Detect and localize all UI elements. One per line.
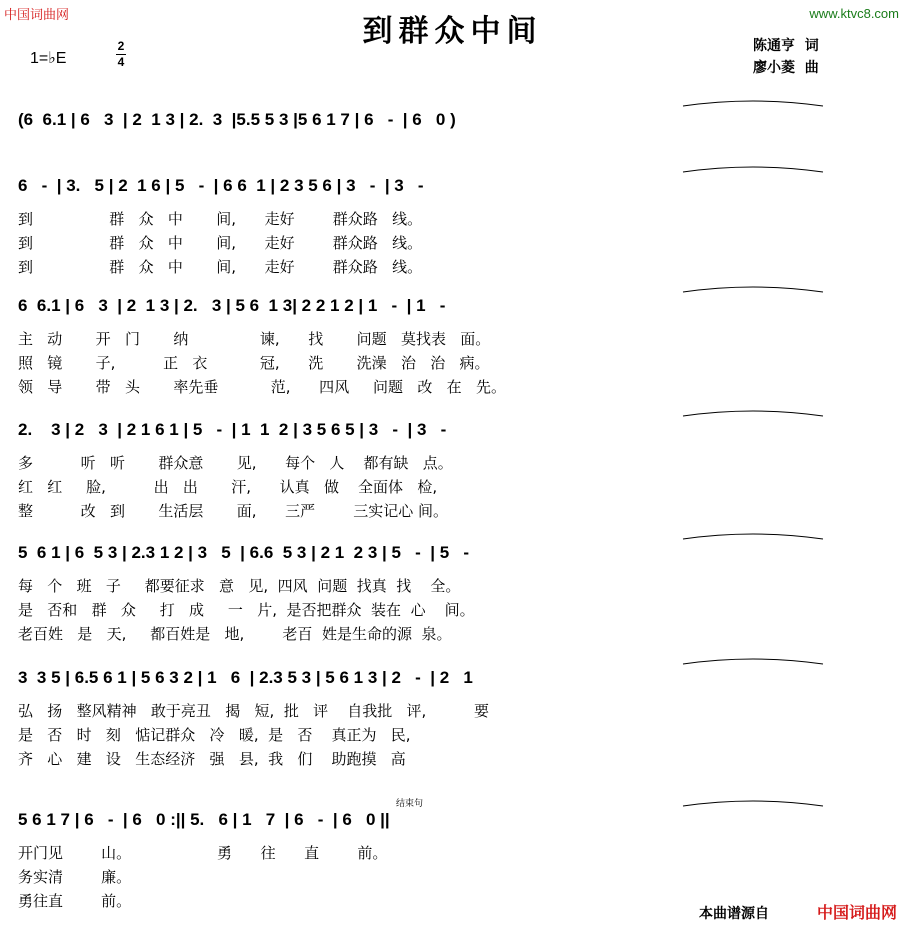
watermark-right: www.ktvc8.com bbox=[809, 6, 899, 21]
slur-layer bbox=[18, 668, 883, 698]
time-bottom: 4 bbox=[117, 55, 125, 69]
tie-arc bbox=[683, 287, 823, 292]
lyric-verse-1: 弘 扬 整风精神 敢于亮丑 揭 短, 批 评 自我批 评, 要 bbox=[18, 702, 489, 720]
lyric-verse-3: 老百姓 是 天, 都百姓是 地, 老百 姓是生命的源 泉。 bbox=[18, 625, 452, 643]
lyric-verse-1: 每 个 班 子 都要征求 意 见, 四风 问题 找真 找 全。 bbox=[18, 577, 461, 595]
tie-arc bbox=[683, 167, 823, 172]
key-signature: 1=♭E bbox=[30, 50, 67, 67]
lyric-verse-1: 开门见 山。 勇 往 直 前。 bbox=[18, 844, 388, 862]
watermark-left: 中国词曲网 bbox=[4, 8, 70, 23]
notes-line: 5 6 1 7 | 6 - | 6 0 :|| 5. 6 | 1 7 | 6 - | 6 0 || bbox=[18, 810, 390, 829]
slur-layer bbox=[18, 543, 883, 573]
tie-arc bbox=[683, 801, 823, 806]
tie-arc bbox=[683, 659, 823, 664]
lyric-verse-3: 勇往直 前。 bbox=[18, 892, 132, 910]
lyric-verse-2: 红 红 脸, 出 出 汗, 认真 做 全面体 检, bbox=[18, 478, 438, 496]
notes-line: 6 6.1 | 6 3 | 2 1 3 | 2. 3 | 5 6 1 3| 2 2 1 2 | 1 - | 1 - bbox=[18, 296, 446, 315]
source-site: 中国词曲网 bbox=[816, 903, 897, 922]
slur-layer bbox=[18, 176, 883, 206]
composer: 廖小菱 曲 bbox=[753, 60, 819, 76]
lyric-verse-1: 到 群 众 中 间, 走好 群众路 线。 bbox=[18, 210, 423, 228]
source-label: 本曲谱源自 bbox=[699, 906, 769, 922]
lyric-verse-2: 务实清 廉。 bbox=[18, 868, 132, 886]
time-signature bbox=[116, 40, 126, 69]
slur-layer bbox=[18, 296, 883, 326]
notes-line: (6 6.1 | 6 3 | 2 1 3 | 2. 3 |5.5 5 3 |5 6 1 7 | 6 - | 6 0 ) bbox=[18, 110, 456, 129]
lyric-verse-3: 齐 心 建 设 生态经济 强 县, 我 们 助跑摸 高 bbox=[18, 750, 406, 768]
notes-line: 2. 3 | 2 3 | 2 1 6 1 | 5 - | 1 1 2 | 3 5 6 5 | 3 - | 3 - bbox=[18, 420, 447, 439]
lyric-verse-3: 到 群 众 中 间, 走好 群众路 线。 bbox=[18, 258, 423, 276]
lyric-verse-3: 整 改 到 生活层 面, 三严 三实记心 间。 bbox=[18, 502, 449, 520]
credits bbox=[753, 35, 819, 79]
ending-label: 结束句 bbox=[396, 799, 424, 809]
tie-arc bbox=[683, 411, 823, 416]
notes-line: 5 6 1 | 6 5 3 | 2.3 1 2 | 3 5 | 6.6 5 3 | 2 1 2 3 | 5 - | 5 - bbox=[18, 543, 469, 562]
notes-line: 6 - | 3. 5 | 2 1 6 | 5 - | 6 6 1 | 2 3 5 6 | 3 - | 3 - bbox=[18, 176, 424, 195]
lyric-verse-2: 照 镜 子, 正 衣 冠, 洗 洗澡 治 治 病。 bbox=[18, 354, 490, 372]
notes-line: 3 3 5 | 6.5 6 1 | 5 6 3 2 | 1 6 | 2.3 5 3 | 5 6 1 3 | 2 - | 2 1 bbox=[18, 668, 473, 687]
song-title: 到群众中间 bbox=[362, 14, 543, 49]
lyric-verse-3: 领 导 带 头 率先垂 范, 四风 问题 改 在 先。 bbox=[18, 378, 506, 396]
lyric-verse-2: 是 否和 群 众 打 成 一 片, 是否把群众 装在 心 间。 bbox=[18, 601, 475, 619]
lyric-verse-2: 是 否 时 刻 惦记群众 冷 暖, 是 否 真正为 民, bbox=[18, 726, 411, 744]
lyric-verse-2: 到 群 众 中 间, 走好 群众路 线。 bbox=[18, 234, 423, 252]
slur-layer bbox=[18, 110, 883, 140]
lyric-verse-1: 多 听 听 群众意 见, 每个 人 都有缺 点。 bbox=[18, 454, 453, 472]
tie-arc bbox=[683, 101, 823, 106]
lyricist: 陈通亨 词 bbox=[753, 38, 819, 54]
time-top: 2 bbox=[117, 39, 125, 53]
slur-layer bbox=[18, 420, 883, 450]
tie-arc bbox=[683, 534, 823, 539]
slur-layer bbox=[18, 810, 883, 840]
lyric-verse-1: 主 动 开 门 纳 谏, 找 问题 莫找表 面。 bbox=[18, 330, 491, 348]
